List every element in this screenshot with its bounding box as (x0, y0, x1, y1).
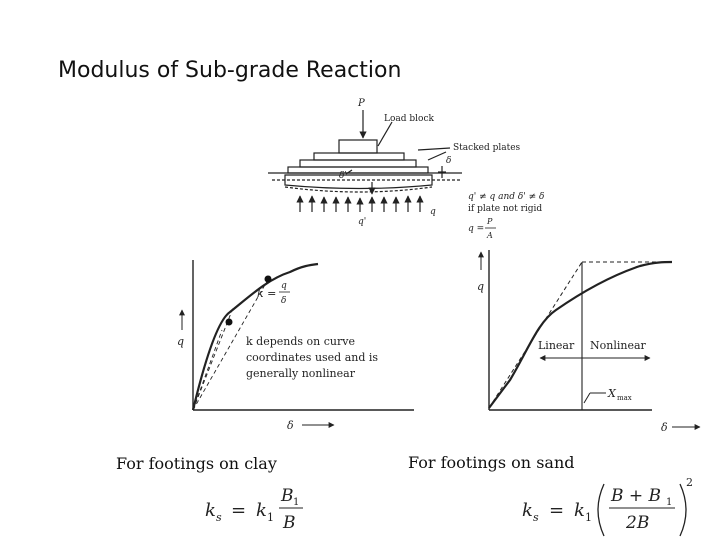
delta-prime-label: δ' (339, 171, 347, 181)
load-label: P (358, 98, 365, 109)
stacked-plate-3 (288, 167, 428, 173)
svg-text:s: s (216, 511, 222, 524)
q-equation-lhs: q = (468, 224, 485, 234)
svg-text:1: 1 (585, 511, 592, 524)
delta-label: δ (446, 156, 452, 166)
clay-note-line-1: k depends on curve (246, 335, 355, 348)
sand-linear-extension (489, 262, 582, 408)
condition-1: q' ≠ q and δ' ≠ δ (468, 192, 545, 202)
clay-caption: For footings on clay (116, 454, 277, 473)
svg-text:k: k (205, 500, 216, 521)
bearing-plate (285, 175, 432, 189)
svg-text:1: 1 (267, 511, 274, 524)
svg-text:2B: 2B (626, 513, 650, 533)
clay-x-axis-label: δ (287, 419, 294, 432)
stacked-plate-2 (300, 160, 416, 167)
clay-point-1 (226, 319, 233, 326)
sand-nonlinear-label: Nonlinear (590, 339, 646, 352)
clay-point-2 (265, 276, 272, 283)
svg-text:k: k (574, 500, 585, 521)
deflected-plate-line (285, 187, 432, 192)
q-equation-den: A (487, 231, 493, 240)
clay-tangent (193, 330, 222, 410)
sand-curve (489, 262, 672, 408)
clay-k-lhs: k = (257, 287, 277, 300)
clay-formula (205, 486, 303, 533)
clay-k-num: q (281, 281, 287, 291)
svg-text:1: 1 (666, 497, 673, 508)
plate-load-test-diagram (268, 110, 462, 212)
soil-pressure-arrows (300, 196, 420, 212)
clay-note-line-3: generally nonlinear (246, 367, 355, 380)
sand-xmax-subscript: max (617, 394, 632, 402)
svg-text:1: 1 (293, 497, 300, 508)
q-equation-num: P (487, 217, 493, 226)
svg-text:=: = (231, 500, 247, 521)
condition-2: if plate not rigid (468, 204, 543, 214)
stacked-plate-1 (314, 153, 404, 160)
sand-x-axis-label: δ (661, 421, 668, 434)
load-block (339, 140, 377, 153)
load-block-label: Load block (384, 114, 434, 124)
clay-y-axis-label: q (177, 335, 185, 348)
sand-y-axis-label: q (477, 280, 485, 293)
clay-note-line-2: coordinates used and is (246, 351, 379, 364)
svg-text:k: k (256, 500, 267, 521)
svg-text:2: 2 (686, 476, 693, 489)
stacked-plates-label: Stacked plates (453, 143, 521, 153)
svg-text:B: B (281, 486, 294, 506)
clay-k-den: δ (281, 296, 287, 306)
svg-text:B + B: B + B (611, 486, 662, 506)
slide-title: Modulus of Sub-grade Reaction (58, 58, 402, 83)
svg-text:B: B (283, 513, 296, 533)
sand-xmax-label: X (608, 387, 616, 400)
q-prime-label: q' (358, 217, 367, 227)
sand-formula (522, 476, 693, 536)
sand-caption: For footings on sand (408, 453, 575, 472)
sand-linear-label: Linear (538, 339, 575, 352)
svg-text:k: k (522, 500, 533, 521)
svg-text:s: s (533, 511, 539, 524)
svg-text:=: = (549, 500, 565, 521)
q-label: q (430, 207, 436, 217)
